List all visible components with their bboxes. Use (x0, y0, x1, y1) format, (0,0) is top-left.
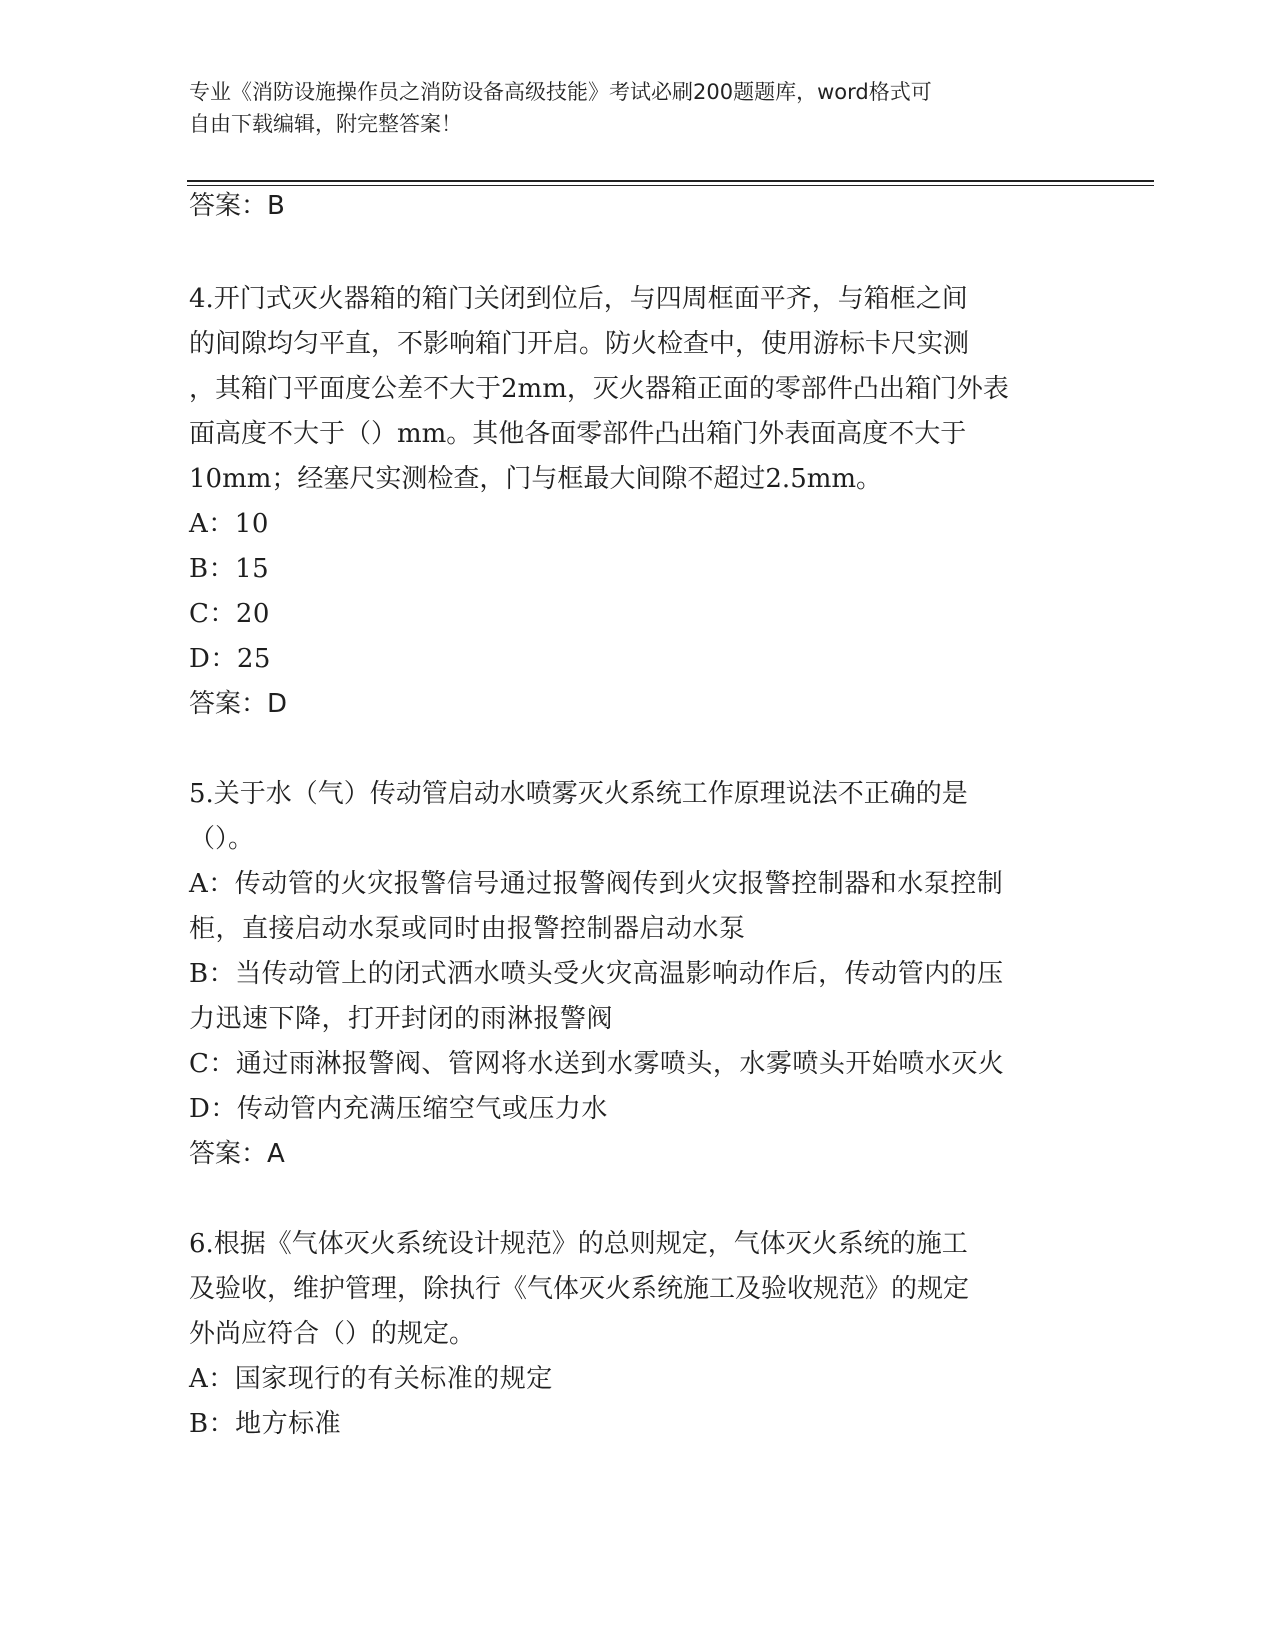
q4-stem-line: 4.开门式灭火器箱的箱门关闭到位后，与四周框面平齐，与箱框之间 (189, 284, 968, 314)
q4-stem-line: 的间隙均匀平直，不影响箱门开启。防火检查中，使用游标卡尺实测 (189, 329, 970, 359)
q6-stem-line: 6.根据《气体灭火系统设计规范》的总则规定，气体灭火系统的施工 (189, 1229, 968, 1259)
q6-stem-line: 及验收，维护管理，除执行《气体灭火系统施工及验收规范》的规定 (189, 1274, 970, 1304)
q5-option-a-cont: 柜，直接启动水泵或同时由报警控制器启动水泵 (189, 914, 746, 944)
q5-option-b-cont: 力迅速下降，打开封闭的雨淋报警阀 (189, 1004, 614, 1034)
q4-stem-line: ，其箱门平面度公差不大于2mm，灭火器箱正面的零部件凸出箱门外表 (189, 374, 1009, 404)
header-line-2: 自由下载编辑，附完整答案！ (189, 112, 462, 136)
q5-option-d: D：传动管内充满压缩空气或压力水 (189, 1094, 608, 1124)
q6-option-b: B：地方标准 (189, 1409, 342, 1439)
q4-stem-line: 面高度不大于（）mm。其他各面零部件凸出箱门外表面高度不大于 (189, 419, 967, 449)
q5-stem-line: 5.关于水（气）传动管启动水喷雾灭火系统工作原理说法不正确的是 (189, 779, 968, 809)
q4-option-b: B：15 (189, 554, 270, 584)
prev-answer: 答案：B (189, 191, 285, 221)
q5-stem-line: （）。 (189, 824, 255, 854)
q4-stem-line: 10mm；经塞尺实测检查，门与框最大间隙不超过2.5mm。 (189, 464, 883, 494)
q6-option-a: A：国家现行的有关标准的规定 (189, 1364, 553, 1394)
q4-option-a: A：10 (189, 509, 269, 539)
q5-option-c: C：通过雨淋报警阀、管网将水送到水雾喷头，水雾喷头开始喷水灭火 (189, 1049, 1005, 1079)
header-divider-thick (187, 180, 1154, 182)
header-divider-thin (187, 185, 1154, 186)
q6-stem-line: 外尚应符合（）的规定。 (189, 1319, 476, 1349)
q5-option-b: B：当传动管上的闭式洒水喷头受火灾高温影响动作后，传动管内的压 (189, 959, 1004, 989)
q5-answer: 答案：A (189, 1139, 285, 1169)
q4-option-c: C：20 (189, 599, 270, 629)
q4-answer: 答案：D (189, 689, 288, 719)
document-header (189, 76, 1069, 140)
q4-option-d: D：25 (189, 644, 271, 674)
header-line-1: 专业《消防设施操作员之消防设备高级技能》考试必刷200题题库，word格式可 (189, 80, 932, 104)
q5-option-a: A：传动管的火灾报警信号通过报警阀传到火灾报警控制器和水泵控制 (189, 869, 1004, 899)
